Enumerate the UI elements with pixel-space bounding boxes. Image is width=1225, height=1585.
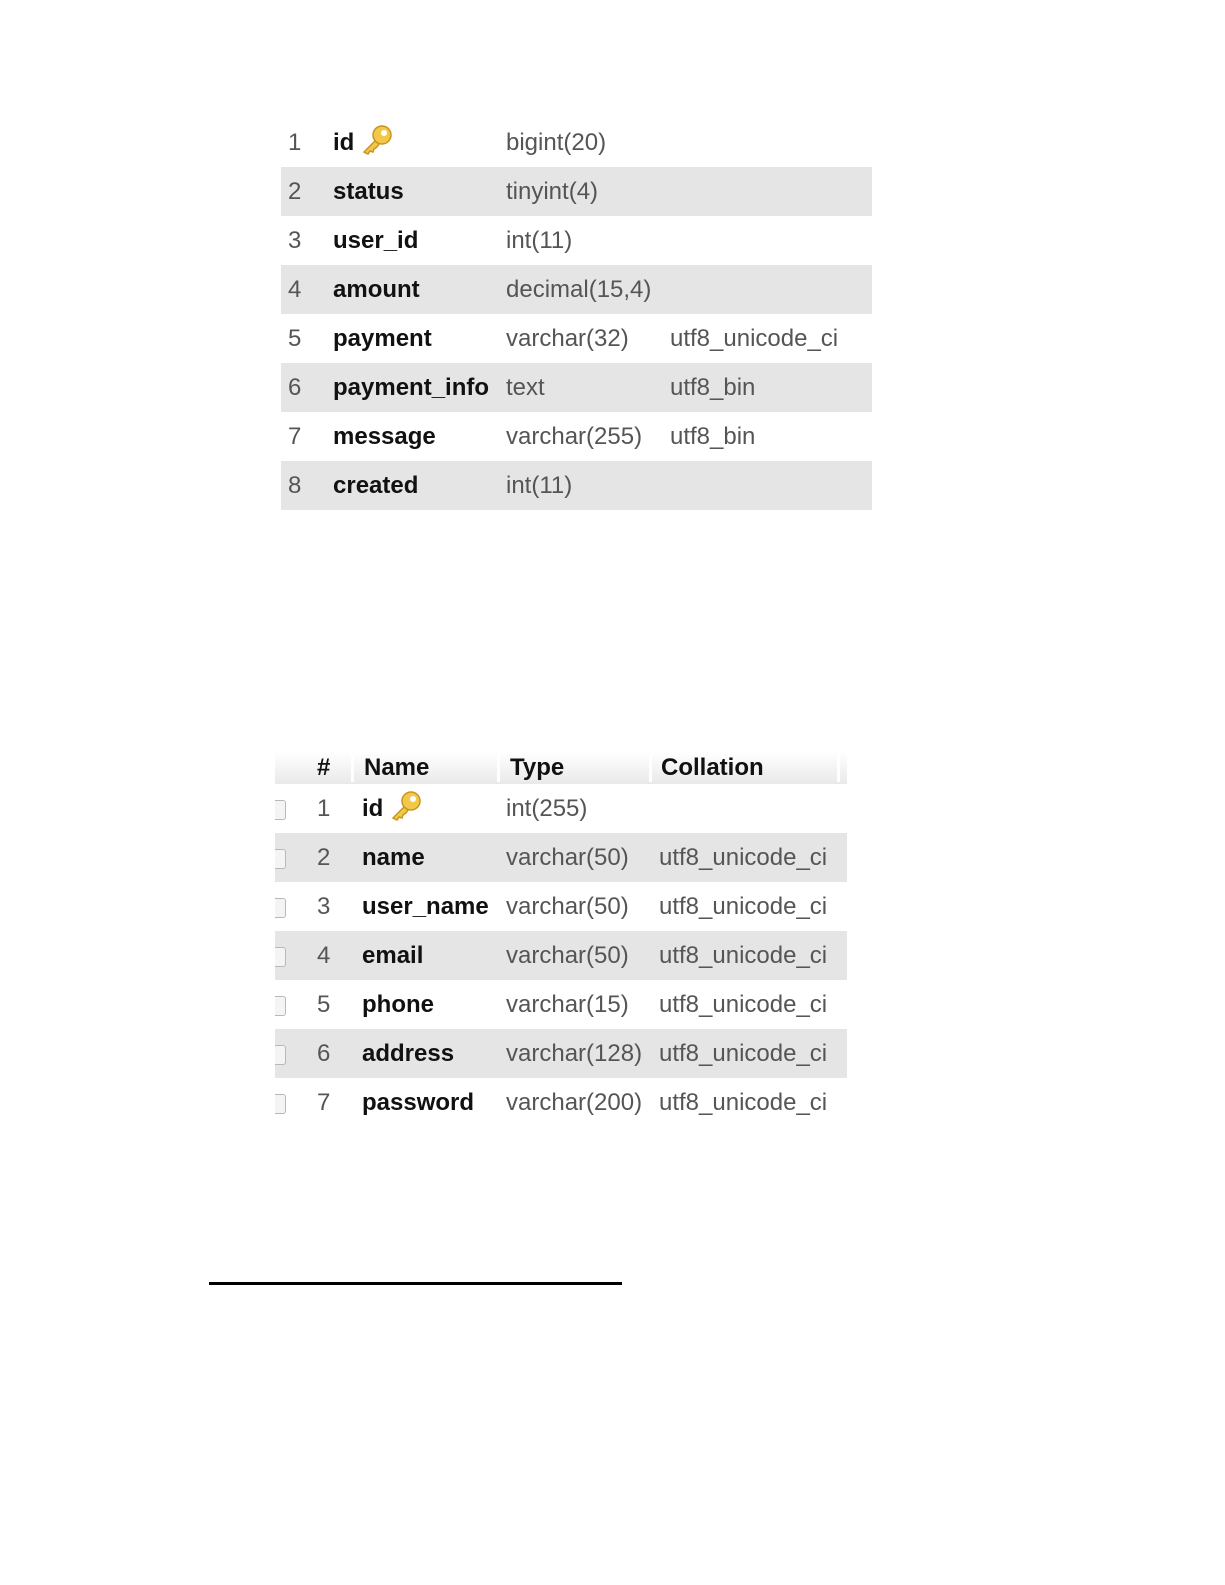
table-row (281, 167, 872, 216)
table-row (275, 833, 847, 882)
column-type: int(11) (506, 227, 573, 254)
table-row (275, 1029, 847, 1078)
row-number: 6 (317, 1040, 331, 1067)
row-number: 2 (288, 178, 302, 205)
row-number: 1 (317, 795, 331, 822)
row-number: 5 (288, 325, 302, 352)
checkbox-icon[interactable] (275, 849, 286, 869)
row-number: 4 (317, 942, 331, 969)
column-collation: utf8_unicode_ci (659, 1040, 828, 1067)
column-collation: utf8_bin (670, 423, 756, 450)
column-type: varchar(255) (506, 423, 643, 450)
column-name: email (362, 942, 424, 969)
column-type: varchar(200) (506, 1089, 643, 1116)
table-row (281, 363, 872, 412)
row-number: 3 (317, 893, 331, 920)
checkbox-icon[interactable] (275, 800, 286, 820)
column-type: varchar(15) (506, 991, 629, 1018)
column-collation: utf8_bin (670, 374, 756, 401)
row-number: 7 (288, 423, 302, 450)
table-row (275, 784, 847, 833)
key-icon (360, 124, 394, 156)
column-collation: utf8_unicode_ci (670, 325, 839, 352)
footnote-divider (209, 1282, 622, 1285)
row-number: 3 (288, 227, 302, 254)
table-row (281, 314, 872, 363)
checkbox-icon[interactable] (275, 1045, 286, 1065)
column-collation: utf8_unicode_ci (659, 1089, 828, 1116)
header-divider (837, 754, 840, 782)
column-name: created (333, 472, 419, 499)
header-num[interactable]: # (317, 754, 331, 781)
row-number: 1 (288, 129, 302, 156)
column-name: address (362, 1040, 455, 1067)
column-name: message (333, 423, 436, 450)
row-number: 7 (317, 1089, 331, 1116)
table-body (275, 784, 847, 1127)
column-collation: utf8_unicode_ci (659, 942, 828, 969)
checkbox-icon[interactable] (275, 1094, 286, 1114)
column-name: payment_info (333, 374, 490, 401)
table-row (275, 882, 847, 931)
table-header (275, 752, 847, 784)
row-number: 2 (317, 844, 331, 871)
column-type: int(11) (506, 472, 573, 499)
column-collation: utf8_unicode_ci (659, 991, 828, 1018)
column-name: payment (333, 325, 432, 352)
column-name: amount (333, 276, 420, 303)
table-row (275, 980, 847, 1029)
column-type: bigint(20) (506, 129, 607, 156)
column-type: int(255) (506, 795, 588, 822)
column-collation: utf8_unicode_ci (659, 893, 828, 920)
users-structure-table (275, 752, 847, 1127)
table-row (275, 1078, 847, 1127)
column-type: text (506, 374, 545, 401)
column-type: varchar(32) (506, 325, 629, 352)
column-collation: utf8_unicode_ci (659, 844, 828, 871)
payments-structure-table (281, 118, 872, 510)
column-name: user_name (362, 893, 489, 920)
header-name[interactable]: Name (364, 754, 430, 781)
column-name: phone (362, 991, 434, 1018)
header-divider (351, 754, 354, 782)
header-divider (649, 754, 652, 782)
header-type[interactable]: Type (510, 754, 565, 781)
checkbox-icon[interactable] (275, 898, 286, 918)
row-number: 4 (288, 276, 302, 303)
column-type: tinyint(4) (506, 178, 599, 205)
column-name: password (362, 1089, 475, 1116)
checkbox-icon[interactable] (275, 947, 286, 967)
row-number: 5 (317, 991, 331, 1018)
checkbox-icon[interactable] (275, 996, 286, 1016)
table-row (281, 265, 872, 314)
column-type: varchar(50) (506, 893, 629, 920)
column-type: decimal(15,4) (506, 276, 652, 303)
column-type: varchar(50) (506, 844, 629, 871)
row-number: 8 (288, 472, 302, 499)
header-collation[interactable]: Collation (661, 754, 764, 781)
key-icon (389, 790, 423, 822)
header-divider (497, 754, 500, 782)
table-row (281, 216, 872, 265)
column-name: name (362, 844, 425, 871)
column-name: user_id (333, 227, 419, 254)
column-type: varchar(128) (506, 1040, 643, 1067)
row-number: 6 (288, 374, 302, 401)
column-name: status (333, 178, 404, 205)
table-row (281, 118, 872, 167)
column-name: id (362, 784, 423, 833)
table-row (275, 931, 847, 980)
table-row (281, 412, 872, 461)
column-name: id (333, 118, 394, 167)
column-type: varchar(50) (506, 942, 629, 969)
table-row (281, 461, 872, 510)
